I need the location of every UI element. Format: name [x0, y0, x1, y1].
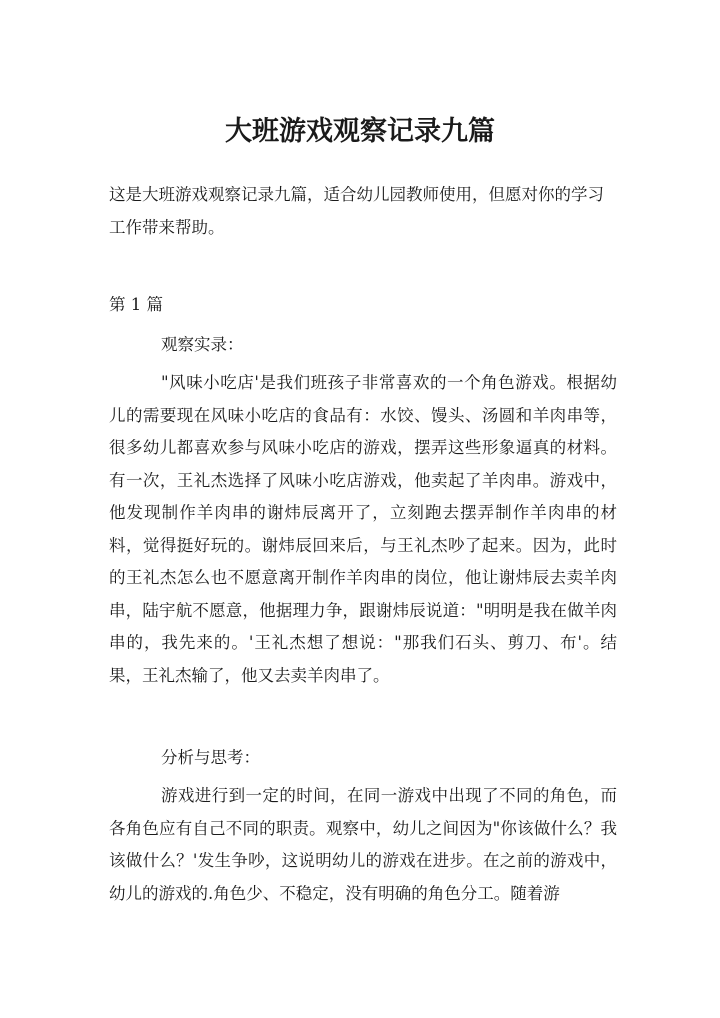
- observation-paragraph: "风味小吃店'是我们班孩子非常喜欢的一个角色游戏。根据幼儿的需要现在风味小吃店的食品有：水饺、馒头、汤圆和羊肉串等，很多幼儿都喜欢参与风味小吃店的游戏，摆弄这些形象逼真的材料。有一次，王礼杰选择了风味小吃店游戏，他卖起了羊肉串。游戏中，他发现制作羊肉串的谢炜辰离开了，立刻跑去摆弄制作羊肉串的材料，觉得挺好玩的。谢炜辰回来后，与王礼杰吵了起来。因为，此时的王礼杰怎么也不愿意离开制作羊肉串的岗位，他让谢炜辰去卖羊肉串，陆宇航不愿意，他据理力争，跟谢炜辰说道："明明是我在做羊肉串的，我先来的。'王礼杰想了想说："那我们石头、剪刀、布'。结果，王礼杰输了，他又去卖羊肉串了。: [109, 373, 617, 685]
- analysis-label: 分析与思考：: [161, 748, 260, 767]
- observation-label: 观察实录：: [161, 335, 244, 354]
- section-heading: 第 1 篇: [109, 295, 163, 314]
- intro-paragraph: 这是大班游戏观察记录九篇，适合幼儿园教师使用，但愿对你的学习工作带来帮助。: [109, 185, 604, 237]
- document-title: 大班游戏观察记录九篇: [225, 116, 495, 147]
- analysis-paragraph: 游戏进行到一定的时间，在同一游戏中出现了不同的角色，而各角色应有自己不同的职责。观察中，幼儿之间因为"你该做什么？我该做什么？'发生争吵，这说明幼儿的游戏在进步。在之前的游戏中，幼儿的游戏的.角色少、不稳定，没有明确的角色分工。随着游: [109, 786, 617, 903]
